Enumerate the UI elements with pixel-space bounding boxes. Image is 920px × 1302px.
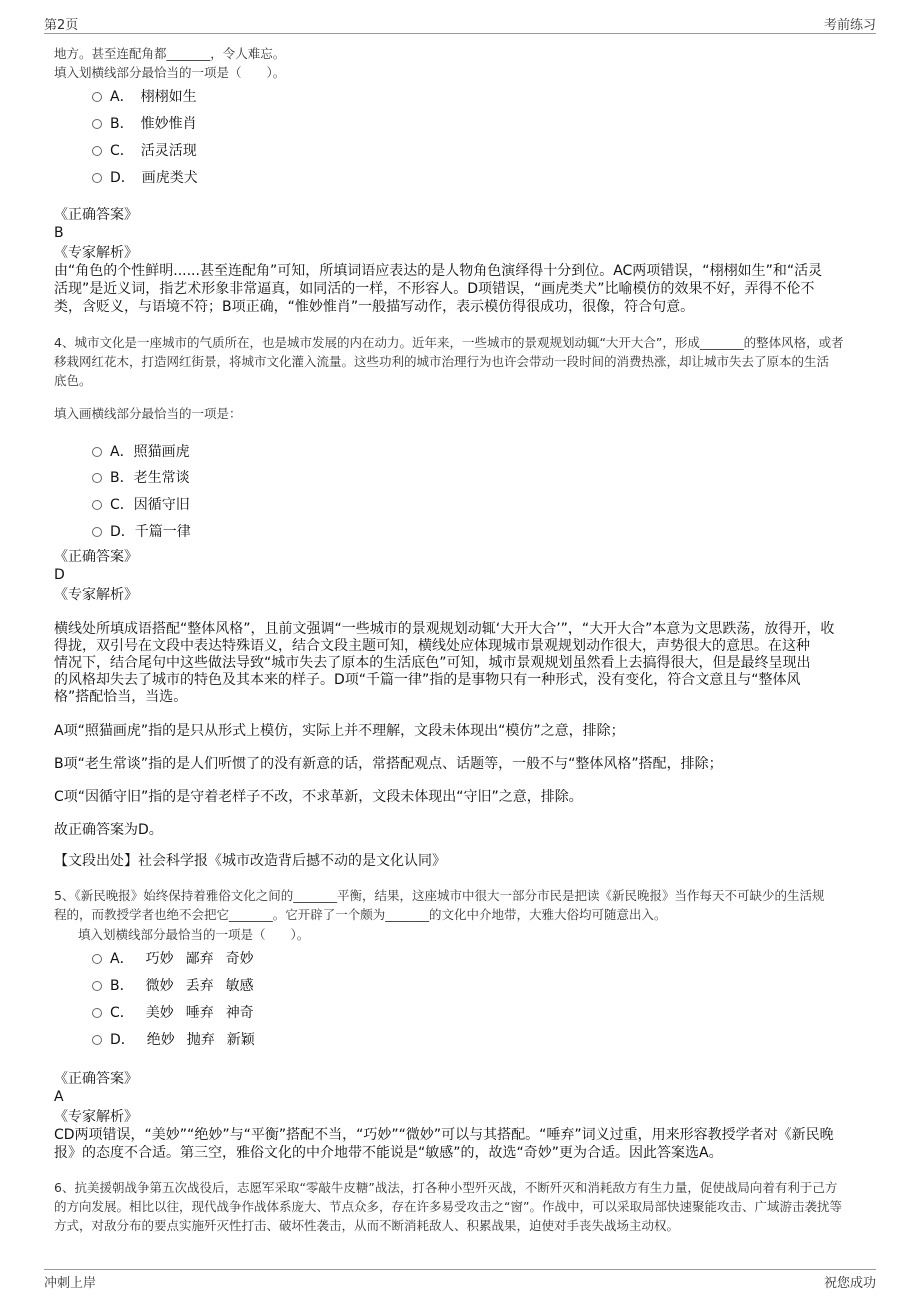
q5-option-a-word: 巧妙 — [145, 951, 174, 967]
footer-left-label: 冲刺上岸 — [44, 1276, 97, 1291]
q3-analysis-line: 活现”是近义词，指艺术形象非常逼真，如同活的一样，不形容人。D项错误，“画虎类犬”比喻模仿的效果不好，弄得不伦不 — [54, 281, 815, 297]
q5-answer: A — [54, 1089, 64, 1105]
q4-analysis-label: 《专家解析》 — [54, 587, 138, 603]
q3-option-c[interactable] — [92, 140, 197, 160]
q5-option-d-word: 新颖 — [226, 1032, 255, 1048]
q4-analysis-option-c: C项“因循守旧”指的是守着老样子不改，不求革新，文段未体现出“守旧”之意，排除。 — [54, 789, 583, 805]
q5-stem-line: 5、《新民晚报》始终保持着雅俗文化之间的_______平衡，结果，这座城市中很大一部分市民是把读《新民晚报》当作每天不可缺少的生活规 — [54, 888, 825, 903]
q5-answer-label: 《正确答案》 — [54, 1071, 138, 1087]
q3-option-b-label: B． 惟妙惟肖 — [110, 116, 197, 132]
q3-option-d-label: D． 画虎类犬 — [110, 170, 198, 186]
q5-option-c[interactable] — [92, 1002, 254, 1022]
q5-option-d[interactable] — [92, 1029, 255, 1049]
q3-stem-tail: 地方。甚至连配角都_______，令人难忘。 — [54, 46, 286, 61]
q4-option-b-label: B．老生常谈 — [110, 470, 190, 486]
q5-analysis-label: 《专家解析》 — [54, 1109, 138, 1125]
q6-stem-line: 方式，对敌分布的要点实施歼灭性打击、破坏性袭击，从而不断消耗敌人、积累战果，迫使对手丧失战场主动权。 — [54, 1218, 680, 1233]
q4-analysis-line: 格”搭配恰当，当选。 — [54, 689, 188, 705]
q4-conclusion: 故正确答案为D。 — [54, 822, 163, 838]
q4-option-d-label: D．千篇一律 — [110, 524, 191, 540]
page-number: 第2页 — [44, 18, 79, 33]
q5-option-b-word: 敏感 — [225, 978, 254, 994]
q4-analysis-line: 得拢，双引号在文段中表达特殊语义，结合文段主题可知，横线处应体现城市景观规划动作很大，声势很大的意思。在这种 — [54, 638, 810, 654]
q5-option-c-letter: C． — [110, 1005, 134, 1021]
radio-icon — [92, 146, 102, 156]
q6-stem-line: 6、抗美援朝战争第五次战役后，志愿军采取“零敲牛皮糖”战法，打各种小型歼灭战，不断歼灭和消耗敌方有生力量，促使战局向着有利于己方 — [54, 1180, 838, 1195]
q4-stem-line: 底色。 — [54, 373, 92, 388]
q3-option-b[interactable] — [92, 113, 197, 133]
radio-icon — [92, 173, 102, 183]
q5-analysis-line: CD两项错误，“美妙”“绝妙”与“平衡”搭配不当，“巧妙”“微妙”可以与其搭配。“唾弃”词义过重，用来形容教授学者对《新民晚 — [54, 1127, 834, 1143]
header-divider — [44, 33, 876, 34]
radio-icon — [92, 1035, 102, 1045]
page-footer — [44, 1272, 876, 1290]
q4-source: 【文段出处】社会科学报《城市改造背后撼不动的是文化认同》 — [54, 853, 446, 869]
q3-analysis-line: 类，含贬义，与语境不符；B项正确，“惟妙惟肖”一般描写动作，表示模仿得很成功，很像，符合句意。 — [54, 299, 695, 315]
q5-option-d-word: 抛弃 — [186, 1032, 215, 1048]
header-label: 考前练习 — [823, 18, 876, 33]
q4-option-a[interactable] — [92, 441, 190, 461]
q3-option-a-label: A． 栩栩如生 — [110, 89, 197, 105]
q5-option-b-word: 丢弃 — [185, 978, 214, 994]
q5-analysis-line: 报》的态度不合适。第三空，雅俗文化的中介地带不能说是“敏感”的，故选“奇妙”更为合适。因此答案选A。 — [54, 1145, 723, 1161]
q4-analysis-line: 的风格却失去了城市的特色及其本来的样子。D项“千篇一律”指的是事物只有一种形式，没有变化，符合文意且与“整体风 — [54, 672, 801, 688]
q4-analysis-line: 横线处所填成语搭配“整体风格”，且前文强调“一些城市的景观规划动辄‘大开大合’”，“大开大合”本意为文思跌荡，放得开，收 — [54, 621, 835, 637]
q5-option-c-word: 唾弃 — [185, 1005, 214, 1021]
q3-prompt: 填入划横线部分最恰当的一项是（ ）。 — [54, 65, 286, 80]
radio-icon — [92, 1008, 102, 1018]
page-header — [44, 14, 876, 32]
q4-answer-label: 《正确答案》 — [54, 549, 138, 565]
radio-icon — [92, 473, 102, 483]
q4-analysis-line: 情况下，结合尾句中这些做法导致“城市失去了原本的生活底色”可知，城市景观规划虽然看上去搞得很大，但是最终呈现出 — [54, 655, 811, 671]
q5-prompt: 填入划横线部分最恰当的一项是（ ）。 — [78, 927, 310, 942]
q3-option-a[interactable] — [92, 86, 197, 106]
q4-prompt: 填入画横线部分最恰当的一项是： — [54, 406, 242, 421]
q4-option-b[interactable] — [92, 467, 190, 487]
radio-icon — [92, 119, 102, 129]
q5-stem-line: 程的，而教授学者也绝不会把它_______。它开辟了一个颇为_______的文化中介地带，大雅大俗均可随意出入。 — [54, 907, 667, 922]
q3-answer-label: 《正确答案》 — [54, 207, 138, 223]
q3-analysis-line: 由“角色的个性鲜明......甚至连配角”可知，所填词语应表达的是人物角色演绎得十分到位。AC两项错误，“栩栩如生”和“活灵 — [54, 263, 823, 279]
q4-stem-line: 4、城市文化是一座城市的气质所在，也是城市发展的内在动力。近年来，一些城市的景观规划动辄“大开大合”，形成_______的整体风格，或者 — [54, 335, 844, 350]
q3-analysis-label: 《专家解析》 — [54, 245, 138, 261]
q5-option-b-word: 微妙 — [145, 978, 174, 994]
q5-option-c-word: 美妙 — [145, 1005, 174, 1021]
footer-divider — [44, 1269, 876, 1270]
radio-icon — [92, 981, 102, 991]
q5-option-c-word: 神奇 — [225, 1005, 254, 1021]
q3-option-c-label: C． 活灵活现 — [110, 143, 197, 159]
q5-option-a-word: 奇妙 — [225, 951, 254, 967]
q5-option-a[interactable] — [92, 948, 254, 968]
q5-option-d-word: 绝妙 — [146, 1032, 175, 1048]
q4-option-a-label: A．照猫画虎 — [110, 444, 190, 460]
q3-answer: B — [54, 225, 64, 241]
q4-option-c-label: C．因循守旧 — [110, 497, 190, 513]
q4-option-c[interactable] — [92, 494, 190, 514]
q4-answer: D — [54, 567, 65, 583]
radio-icon — [92, 500, 102, 510]
q4-stem-line: 移栽网红花木，打造网红街景，将城市文化灌入流量。这些功利的城市治理行为也许会带动一段时间的消费热涨，却让城市失去了原本的生活 — [54, 354, 830, 369]
q5-option-a-word: 鄙弃 — [185, 951, 214, 967]
q3-option-d[interactable] — [92, 167, 198, 187]
q5-option-b[interactable] — [92, 975, 254, 995]
radio-icon — [92, 954, 102, 964]
q5-option-b-letter: B． — [110, 978, 134, 994]
q5-option-d-letter: D． — [110, 1032, 135, 1048]
q6-stem-line: 的方向发展。相比以往，现代战争作战体系庞大、节点众多，存在许多易受攻击之“窗”。作战中，可以采取局部快速聚能攻击、广域游击袭扰等 — [54, 1199, 842, 1214]
q4-analysis-option-b: B项“老生常谈”指的是人们听惯了的没有新意的话，常搭配观点、话题等，一般不与“整体风格”搭配，排除； — [54, 756, 723, 772]
q5-option-a-letter: A． — [110, 951, 134, 967]
radio-icon — [92, 92, 102, 102]
footer-right-label: 祝您成功 — [823, 1276, 876, 1291]
q4-analysis-option-a: A项“照猫画虎”指的是只从形式上模仿，实际上并不理解，文段未体现出“模仿”之意，排除； — [54, 723, 625, 739]
radio-icon — [92, 527, 102, 537]
q4-option-d[interactable] — [92, 521, 191, 541]
radio-icon — [92, 447, 102, 457]
